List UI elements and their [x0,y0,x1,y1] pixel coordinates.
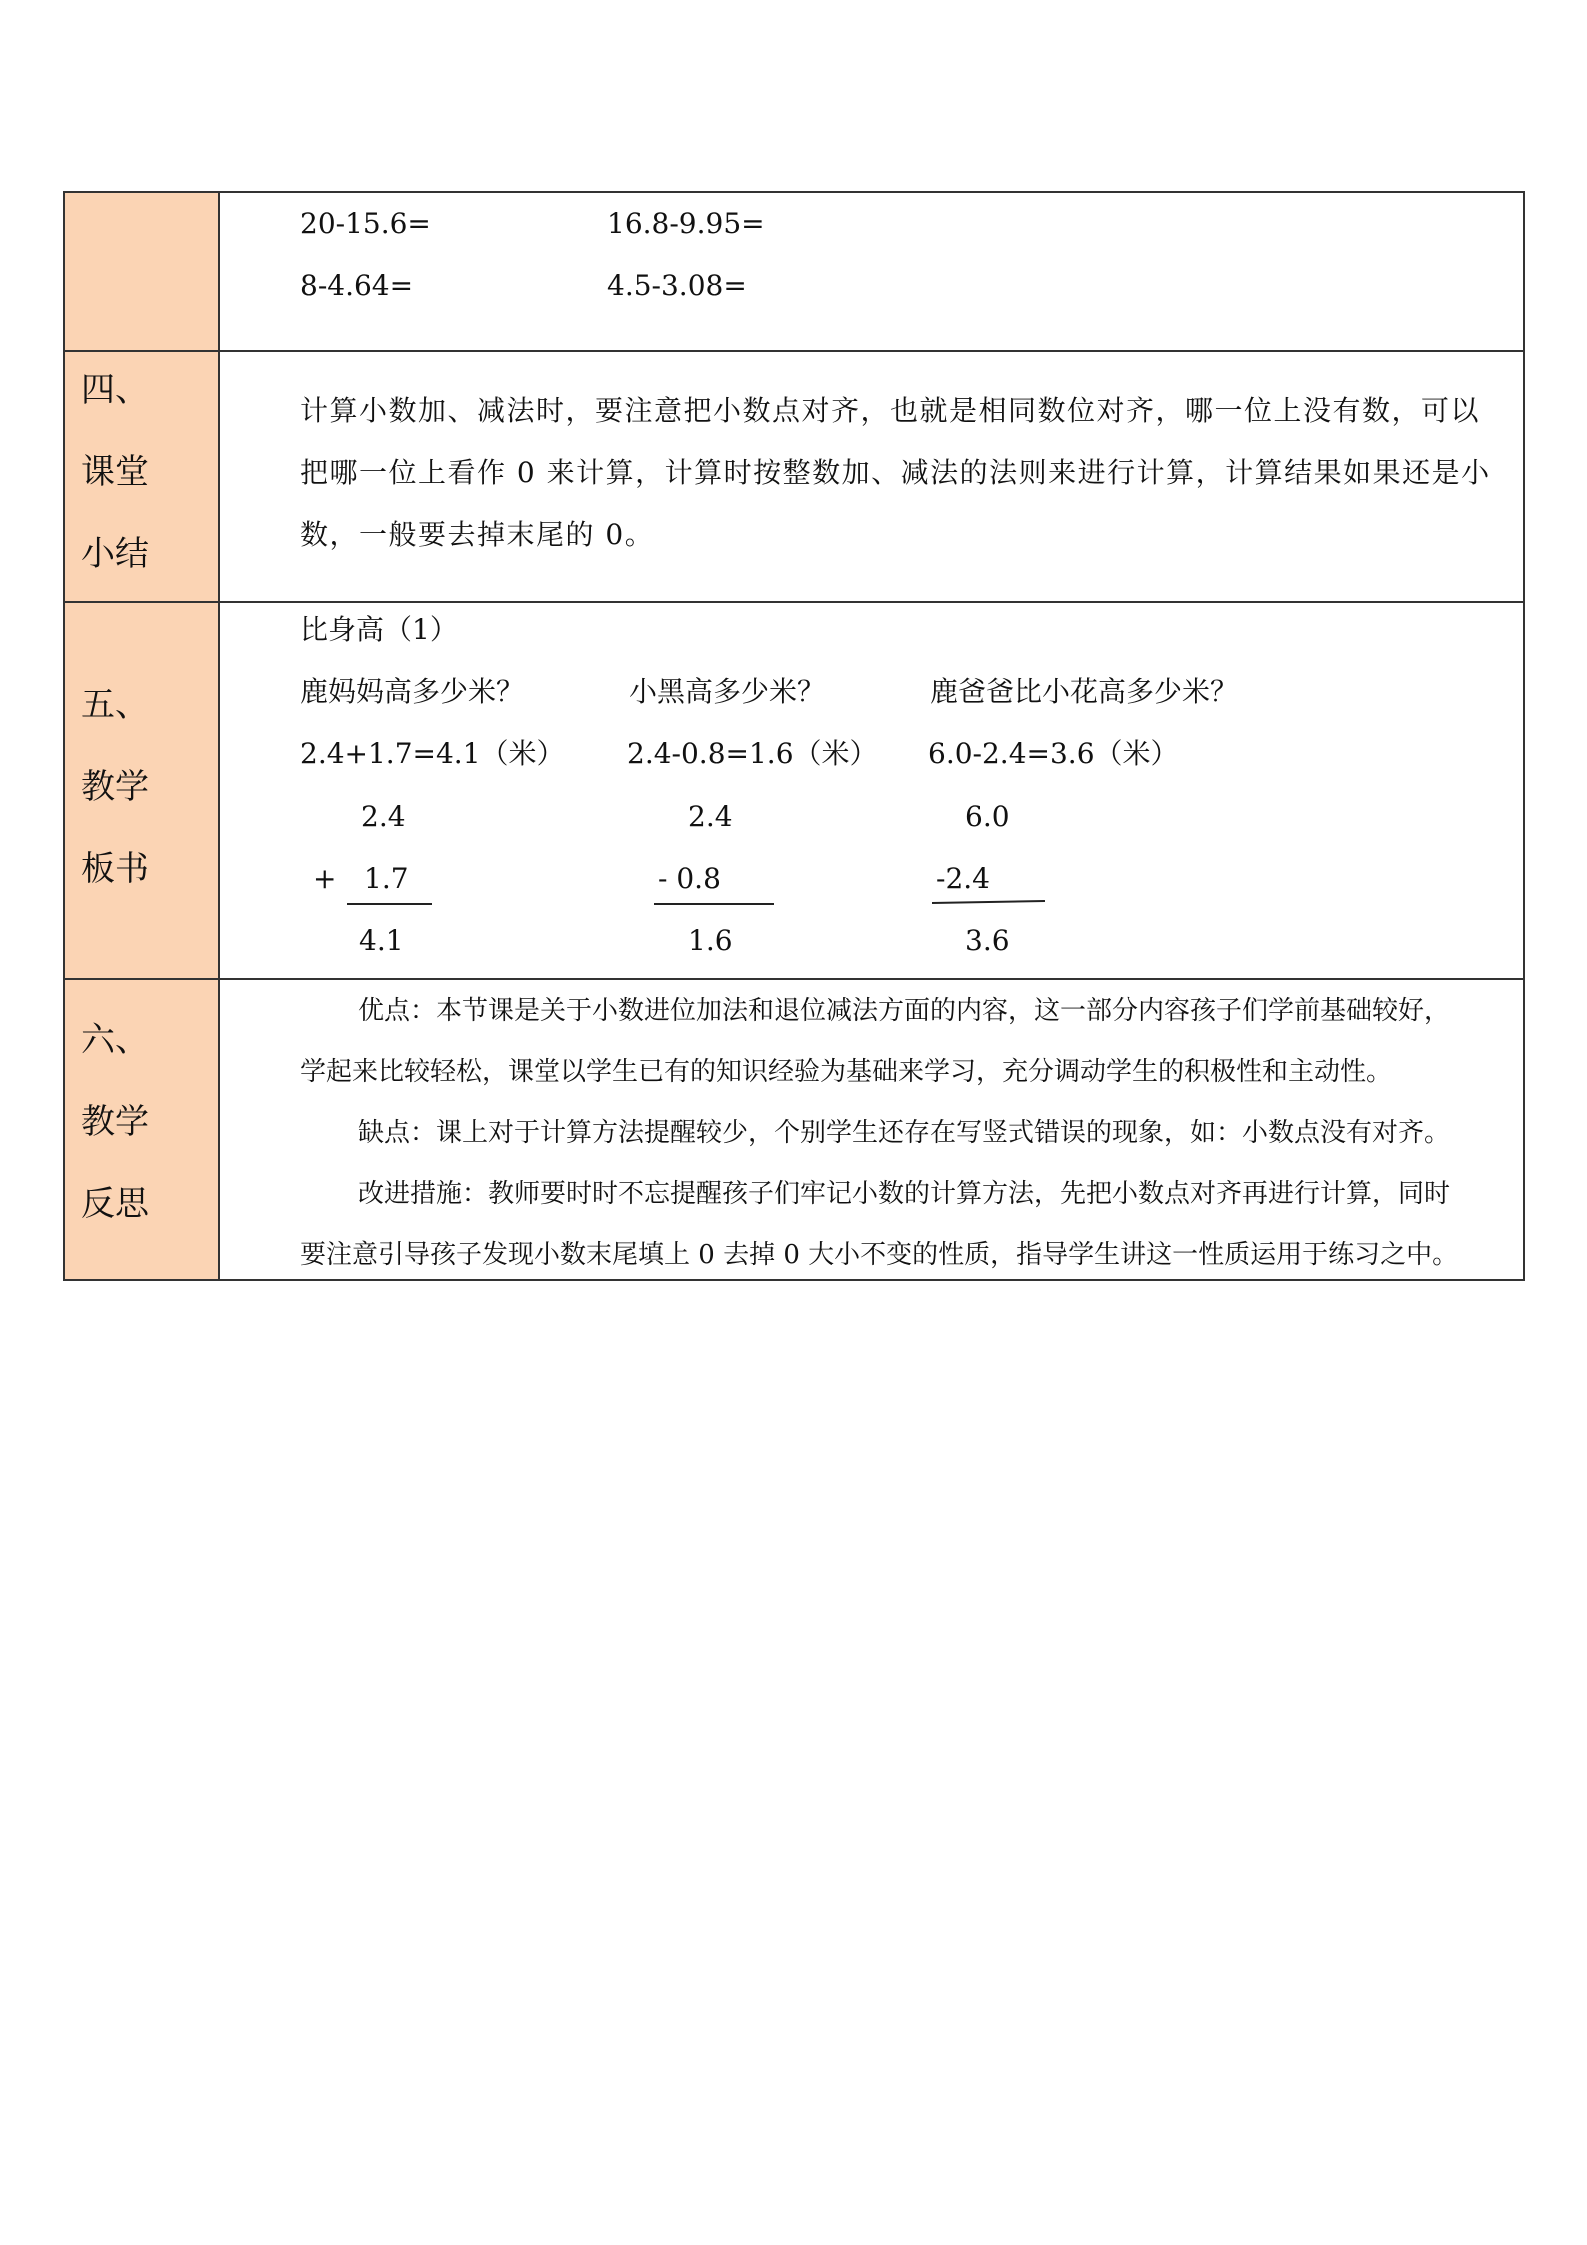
vertical-top: 6.0 [965,800,1010,833]
board-equation: 2.4-0.8=1.6（米） [627,737,878,770]
reflection-heading-line: 教学 [81,1102,149,1142]
board-question: 鹿爸爸比小花高多少米？ [930,675,1239,708]
vertical-operator: + [313,862,337,895]
board-heading-line: 教学 [81,767,149,807]
vertical-operand: -2.4 [936,862,990,895]
practice-row-heading [65,193,220,350]
reflection-heading-line: 反思 [81,1184,149,1224]
practice-item: 16.8-9.95= [607,207,765,240]
board-heading-line: 板书 [81,849,149,889]
vertical-operand: - 0.8 [658,862,721,895]
board-row [65,603,1523,980]
reflection-line: 改进措施：教师要时时不忘提醒孩子们牢记小数的计算方法，先把小数点对齐再进行计算，同时 [358,1179,1451,1209]
board-equation: 2.4+1.7=4.1（米） [300,737,565,770]
reflection-line: 学起来比较轻松，课堂以学生已有的知识经验为基础来学习，充分调动学生的积极性和主动性。 [300,1057,1393,1087]
summary-heading-line: 小结 [81,534,149,574]
reflection-heading-line: 六、 [81,1020,149,1060]
reflection-line: 缺点：课上对于计算方法提醒较少，个别学生还存在写竖式错误的现象，如：小数点没有对齐。 [358,1118,1451,1148]
board-title: 比身高（1） [300,613,458,646]
vertical-underline [347,903,432,905]
summary-heading-line: 四、 [81,370,149,410]
reflection-line: 要注意引导孩子发现小数末尾填上 0 去掉 0 大小不变的性质，指导学生讲这一性质运用于练习之中。 [300,1240,1459,1270]
summary-line: 计算小数加、减法时，要注意把小数点对齐，也就是相同数位对齐，哪一位上没有数，可以 [300,394,1481,427]
reflection-heading [65,980,220,1279]
reflection-row [65,980,1523,1279]
reflection-body [222,980,1523,1279]
vertical-result: 1.6 [688,924,733,957]
vertical-result: 3.6 [965,924,1010,957]
practice-item: 20-15.6= [300,207,431,240]
vertical-operand: 1.7 [364,862,409,895]
vertical-underline [654,903,774,905]
summary-heading [65,352,220,601]
practice-item: 4.5-3.08= [607,269,747,302]
board-heading [65,603,220,978]
practice-row-body [222,193,1523,350]
practice-row [65,193,1523,352]
reflection-line: 优点：本节课是关于小数进位加法和退位减法方面的内容，这一部分内容孩子们学前基础较好， [358,996,1451,1026]
board-equation: 6.0-2.4=3.6（米） [928,737,1179,770]
vertical-top: 2.4 [688,800,733,833]
summary-line: 数，一般要去掉末尾的 0。 [300,518,655,551]
summary-line: 把哪一位上看作 0 来计算，计算时按整数加、减法的法则来进行计算，计算结果如果还是小 [300,456,1491,489]
board-question: 鹿妈妈高多少米？ [300,675,525,708]
summary-body [222,352,1523,601]
summary-row [65,352,1523,603]
lesson-table [63,191,1525,1281]
board-question: 小黑高多少米？ [629,675,826,708]
vertical-underline [932,900,1045,904]
practice-item: 8-4.64= [300,269,414,302]
board-heading-line: 五、 [81,685,149,725]
vertical-top: 2.4 [361,800,406,833]
board-body [222,603,1523,978]
vertical-result: 4.1 [359,924,404,957]
summary-heading-line: 课堂 [81,452,149,492]
